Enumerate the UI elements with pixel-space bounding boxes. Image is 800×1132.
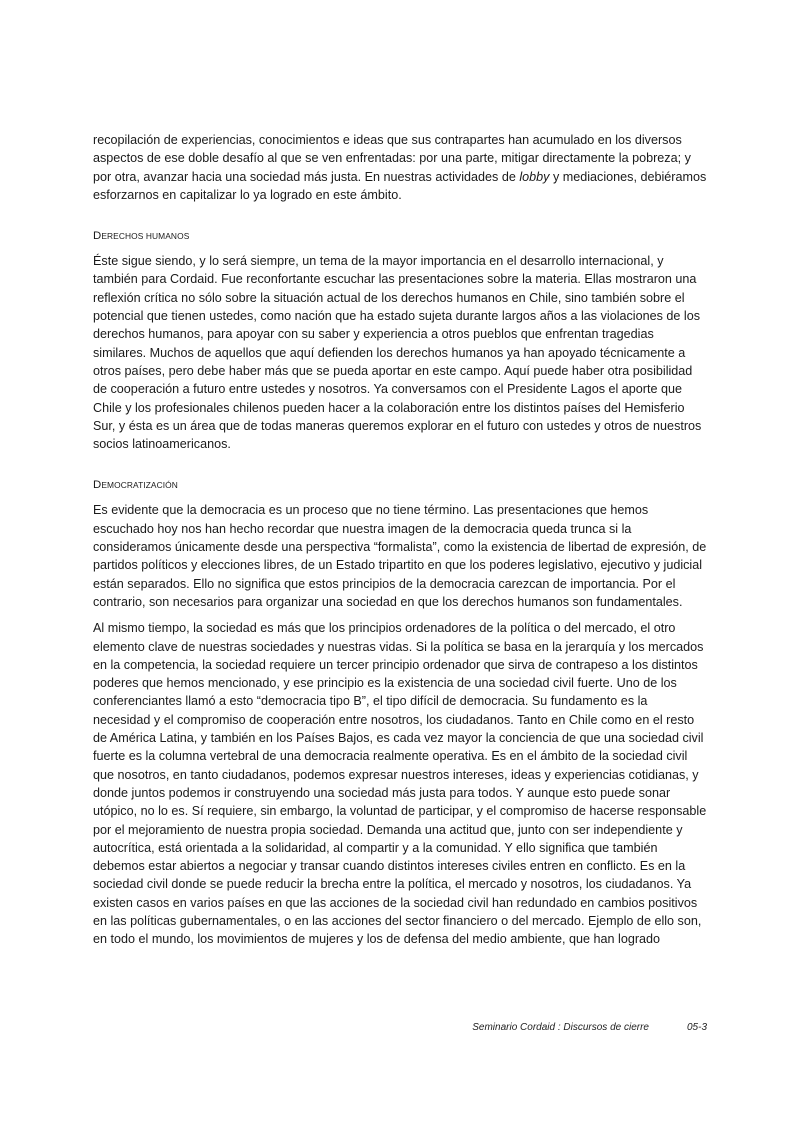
footer-page-number: 05-3 (686, 1022, 707, 1033)
section-heading-human-rights (93, 229, 707, 243)
footer-title: Seminario Cordaid : Discursos de cierre (472, 1022, 649, 1033)
heading-initial: D (93, 230, 102, 243)
intro-text-before: recopilación de experiencias, conocimientos e ideas que sus contrapartes han acumulado en los diversos aspectos de ese doble desafío al que se ven enfrentadas: por una parte, mitigar directamente la pobreza; y por otra, avanzar hacia una sociedad más justa. En nuestras actividades de (93, 133, 691, 184)
democratization-paragraph-2: Al mismo tiempo, la sociedad es más que los principios ordenadores de la política o del mercado, el otro elemento clave de nuestras sociedades y nuestras vidas. Si la política se basa en la jerarquía y los mercados en la competencia, la sociedad requiere un tercer principio ordenador que sirva de contrapeso a los distintos poderes que hemos mencionado, y ese principio es la existencia de una sociedad civil fuerte. Uno de los conferenciantes llamó a esto “democracia tipo B”, el tipo difícil de democracia. Su fundamento es la necesidad y el compromiso de cooperación entre nosotros, los ciudadanos. Tanto en Chile como en el resto de América Latina, y también en los Países Bajos, es cada vez mayor la conciencia de que una sociedad civil fuerte es la columna vertebral de una democracia realmente operativa. Es en el ámbito de la sociedad civil que nosotros, en tanto ciudadanos, podemos expresar nuestros intereses, ideas y experiencias cotidianas, y donde juntos podemos ir construyendo una sociedad más justa para todos. Y aunque esto puede sonar utópico, no lo es. Sí requiere, sin embargo, la voluntad de participar, y el compromiso de hacerse responsable por el mejoramiento de nuestra propia sociedad. Demanda una actitud que, junto con ser independiente y autocrítica, está orientada a la solidaridad, al compartir y a la comunidad. Y ello significa que también debemos estar abiertos a negociar y transar cuando distintos intereses civiles entren en conflicto. Es en la sociedad civil donde se puede reducir la brecha entre la política, el mercado y nosotros, los ciudadanos. Ya existen casos en varios países en que las acciones de la sociedad civil han redundado en cambios positivos en las políticas gubernamentales, o en las acciones del sector financiero o del mercado. Ejemplo de ello son, en todo el mundo, los movimientos de mujeres y los de defensa del medio ambiente, que han logrado (93, 621, 707, 947)
intro-paragraph (93, 131, 707, 204)
human-rights-paragraph: Éste sigue siendo, y lo será siempre, un tema de la mayor importancia en el desarrollo internacional, y también para Cordaid. Fue reconfortante escuchar las presentaciones sobre la materia. Ellas mostraron una reflexión crítica no sólo sobre la situación actual de los derechos humanos en Chile, sino también sobre el potencial que tienen ustedes, como nación que ha estado sujeta durante largos años a las violaciones de los derechos humanos, para apoyar con su saber y experiencia a otros pueblos que enfrentan tragedias similares. Muchos de aquellos que aquí defienden los derechos humanos ya han apoyado técnicamente a otros países, pero debe haber más que se pueda aportar en este campo. Aquí puede haber otra posibilidad de cooperación a futuro entre ustedes y nosotros. Ya conversamos con el Presidente Lagos el aporte que Chile y los profesionales chilenos pueden hacer a la colaboración entre los distintos países del Hemisferio Sur, y ésta es un área que de todas maneras queremos explorar en el futuro con ustedes y otros de nuestros socios latinoamericanos. (93, 254, 702, 452)
heading-initial: D (93, 479, 102, 492)
heading-rest: ERECHOS HUMANOS (101, 231, 190, 242)
intro-emphasis: lobby (519, 169, 550, 184)
democratization-paragraph-1: Es evidente que la democracia es un proceso que no tiene término. Las presentaciones que hemos escuchado hoy nos han hecho recordar que nuestra imagen de la democracia queda trunca si la consideramos únicamente desde una perspectiva “formalista”, como la existencia de libertad de expresión, de partidos políticos y elecciones libres, de un Estado tripartito en que los poderes legislativo, ejecutivo y judicial están separados. Ello no significa que estos principios de la democracia carezcan de importancia. Por el contrario, son necesarios para organizar una sociedad en que los derechos humanos son fundamentales. (93, 503, 707, 609)
page-footer (0, 1022, 707, 1033)
document-page (93, 131, 707, 949)
heading-rest: EMOCRATIZACIÓN (101, 480, 178, 491)
section-heading-democratization (93, 478, 707, 492)
intro-text-after: y mediaciones, debiéramos esforzarnos en capitalizar lo ya logrado en este ámbito. (93, 169, 707, 202)
